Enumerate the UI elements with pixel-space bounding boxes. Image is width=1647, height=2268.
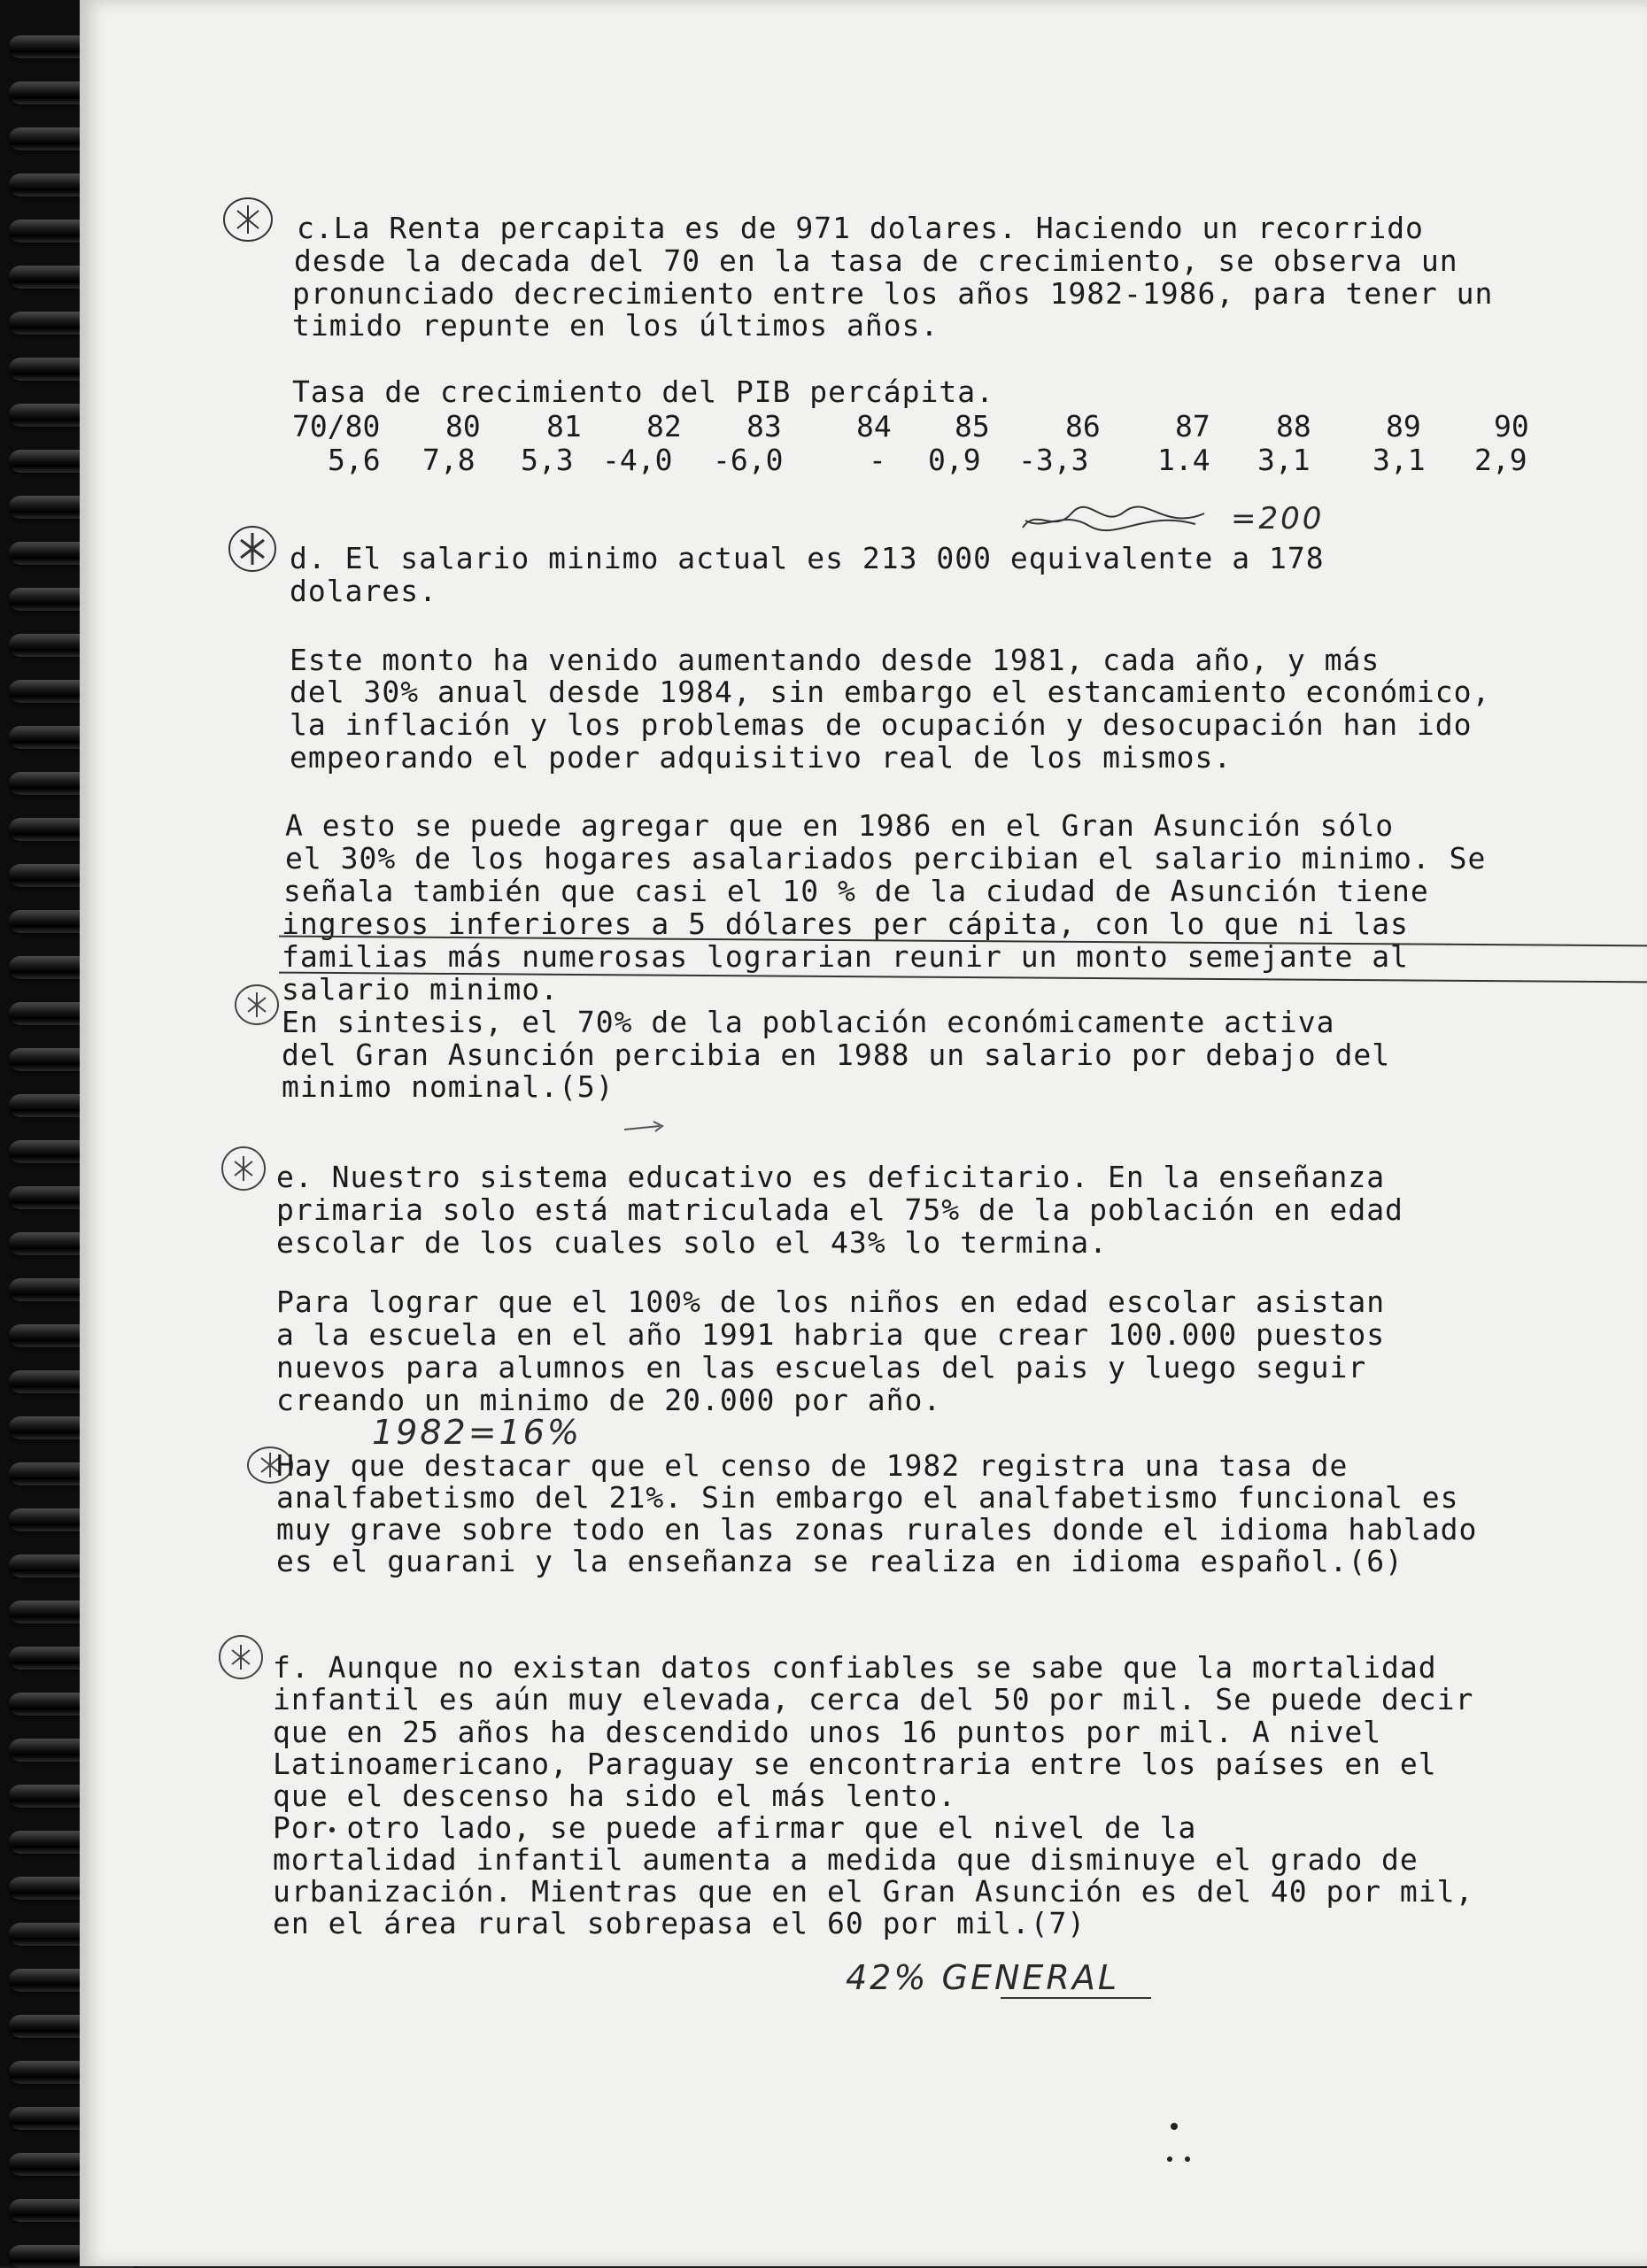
table-value: 5,6 — [328, 443, 381, 477]
stray-dot-mark — [1185, 2156, 1190, 2162]
growth-table-title: Tasa de crecimiento del PIB percápita. — [292, 374, 994, 409]
table-value: 3,1 — [1257, 443, 1311, 477]
section-e-p3-line: es el guarani y la enseñanza se realiza en idioma español.(6) — [276, 1544, 1403, 1578]
table-year: 90 — [1494, 409, 1529, 444]
section-c-line: timido repunte en los últimos años. — [292, 308, 939, 343]
table-year: 83 — [746, 409, 782, 444]
hand-underline — [1001, 1997, 1151, 1999]
section-e-p3-line: analfabetismo del 21%. Sin embargo el analfabetismo funcional es — [276, 1480, 1459, 1515]
section-d-p3-line: En sintesis, el 70% de la población económicamente activa — [282, 1005, 1335, 1039]
table-value: -6,0 — [713, 443, 784, 477]
section-f-p1-line: f. Aunque no existan datos confiables se sabe que la mortalidad — [273, 1650, 1437, 1685]
section-f-p1-line: infantil es aún muy elevada, cerca del 50 por mil. Se puede decir — [273, 1682, 1474, 1716]
section-d-p2-line: familias más numerosas lograrian reunir un monto semejante al — [282, 939, 1409, 974]
section-e-p2-line: creando un minimo de 20.000 por año. — [276, 1383, 942, 1417]
section-d-p3-line: minimo nominal.(5) — [282, 1069, 615, 1104]
section-d-line: d. El salario minimo actual es 213 000 equivalente a 178 — [290, 541, 1325, 575]
table-value: 7,8 — [422, 443, 476, 477]
section-d-p1-line: empeorando el poder adquisitivo real de los mismos. — [290, 740, 1233, 775]
small-arrow-mark — [620, 1119, 673, 1137]
section-f-p2-line: en el área rural sobrepasa el 60 por mil.(7) — [273, 1906, 1086, 1940]
section-d-p1-line: del 30% anual desde 1984, sin embargo el estancamiento económico, — [290, 675, 1491, 709]
table-value: - — [869, 443, 886, 477]
section-d-p2-line: salario minimo. — [282, 972, 560, 1007]
section-e-p2-line: Para lograr que el 100% de los niños en edad escolar asistan — [276, 1284, 1386, 1319]
section-e-p2-line: nuevos para alumnos en las escuelas del pais y luego seguir — [276, 1350, 1367, 1385]
section-f-p2-line: urbanización. Mientras que en el Gran Asunción es del 40 por mil, — [273, 1874, 1474, 1909]
table-year: 82 — [646, 409, 682, 444]
section-d-p3-line: del Gran Asunción percibia en 1988 un salario por debajo del — [282, 1038, 1391, 1072]
table-value: 1.4 — [1157, 443, 1210, 477]
table-value: 3,1 — [1372, 443, 1426, 477]
table-year: 89 — [1386, 409, 1421, 444]
section-f-p1-line: Latinoamericano, Paraguay se encontraria entre los países en el — [273, 1747, 1437, 1781]
handwritten-note-42-general: 42% GENERAL — [846, 1958, 1120, 1997]
table-year: 86 — [1065, 409, 1101, 444]
table-year: 87 — [1175, 409, 1210, 444]
circled-asterisk-mark-d3 — [230, 978, 283, 1031]
scribbled-out-handwriting — [1018, 503, 1213, 538]
section-f-p2-line: mortalidad infantil aumenta a medida que disminuye el grado de — [273, 1842, 1419, 1877]
handwritten-note-1982: 1982=16% — [372, 1413, 583, 1452]
stray-dot-mark — [1167, 2156, 1172, 2162]
section-c-line: c.La Renta percapita es de 971 dolares. Haciendo un recorrido — [297, 211, 1424, 245]
circled-asterisk-mark-c — [221, 193, 274, 246]
table-value: -4,0 — [602, 443, 673, 477]
table-year: 84 — [856, 409, 892, 444]
table-value: 0,9 — [928, 443, 981, 477]
section-f-p1-line: que en 25 años ha descendido unos 16 puntos por mil. A nivel — [273, 1715, 1382, 1749]
section-c-line: pronunciado decrecimiento entre los años 1982-1986, para tener un — [292, 276, 1494, 311]
circled-asterisk-mark-f — [214, 1631, 267, 1684]
section-c-line: desde la decada del 70 en la tasa de crecimiento, se observa un — [294, 243, 1458, 278]
section-d-line: dolares. — [290, 574, 437, 608]
stray-dot-mark — [1171, 2123, 1178, 2130]
section-e-p1-line: e. Nuestro sistema educativo es deficitario. En la enseñanza — [276, 1160, 1386, 1194]
table-value: 5,3 — [521, 443, 574, 477]
table-value: -3,3 — [1018, 443, 1089, 477]
table-year: 85 — [955, 409, 990, 444]
section-d-p2-line: señala también que casi el 10 % de la ciudad de Asunción tiene — [283, 874, 1429, 908]
section-e-p3-line: Hay que destacar que el censo de 1982 registra una tasa de — [276, 1448, 1349, 1483]
handwritten-note-200: =200 — [1231, 501, 1325, 536]
section-f-p2-line: Por otro lado, se puede afirmar que el nivel de la — [273, 1810, 1197, 1845]
section-d-p2-line: A esto se puede agregar que en 1986 en el Gran Asunción sólo — [285, 808, 1395, 843]
section-d-p1-line: Este monto ha venido aumentando desde 1981, cada año, y más — [290, 643, 1380, 677]
table-year: 88 — [1276, 409, 1311, 444]
section-d-p1-line: la inflación y los problemas de ocupación y desocupación han ido — [290, 707, 1473, 742]
table-year: 81 — [546, 409, 582, 444]
section-e-p1-line: escolar de los cuales solo el 43% lo termina. — [276, 1225, 1109, 1260]
section-e-p3-line: muy grave sobre todo en las zonas rurales donde el idioma hablado — [276, 1512, 1478, 1547]
section-e-p1-line: primaria solo está matriculada el 75% de la población en edad — [276, 1192, 1403, 1227]
section-e-p2-line: a la escuela en el año 1991 habria que crear 100.000 puestos — [276, 1317, 1386, 1352]
section-d-p2-line: el 30% de los hogares asalariados percibian el salario minimo. Se — [285, 841, 1487, 876]
table-year: 80 — [445, 409, 481, 444]
section-d-p2-line: ingresos inferiores a 5 dólares per cápita, con lo que ni las — [282, 906, 1409, 941]
table-value: 2,9 — [1474, 443, 1527, 477]
section-f-p1-line: que el descenso ha sido el más lento. — [273, 1778, 957, 1813]
document-page — [80, 0, 1647, 2266]
circled-asterisk-mark-d — [226, 522, 279, 575]
table-year: 70/80 — [292, 409, 381, 444]
circled-asterisk-mark-e — [217, 1142, 270, 1195]
